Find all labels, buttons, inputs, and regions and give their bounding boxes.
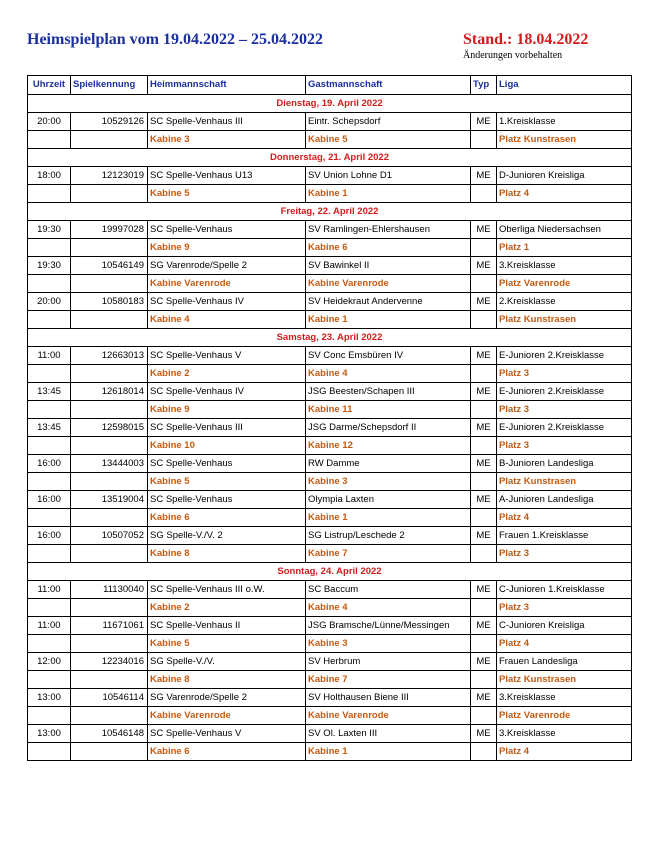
match-code: 12123019: [71, 167, 148, 185]
pitch: Platz 3: [497, 365, 632, 383]
header-row: [28, 76, 632, 95]
changes-note: Änderungen vorbehalten: [463, 50, 563, 61]
home-cabin: Kabine 2: [148, 599, 306, 617]
match-code: 10546149: [71, 257, 148, 275]
guest-cabin: Kabine 4: [306, 599, 471, 617]
day-header-row: [28, 95, 632, 113]
match-code: 12598015: [71, 419, 148, 437]
home-cabin: Kabine 3: [148, 131, 306, 149]
home-team: SC Spelle-Venhaus V: [148, 347, 306, 365]
league: E-Junioren 2.Kreisklasse: [497, 383, 632, 401]
pitch: Platz 4: [497, 509, 632, 527]
guest-team: JSG Darme/Schepsdorf II: [306, 419, 471, 437]
empty-cell: [28, 707, 71, 725]
league: B-Junioren Landesliga: [497, 455, 632, 473]
home-team: SG Spelle-V./V. 2: [148, 527, 306, 545]
match-type: ME: [471, 689, 497, 707]
empty-cell: [71, 671, 148, 689]
empty-cell: [28, 671, 71, 689]
league: 3.Kreisklasse: [497, 257, 632, 275]
home-cabin: Kabine 5: [148, 185, 306, 203]
guest-cabin: Kabine 3: [306, 473, 471, 491]
guest-cabin: Kabine 5: [306, 131, 471, 149]
pitch: Platz Varenrode: [497, 275, 632, 293]
kickoff-time: 18:00: [28, 167, 71, 185]
home-cabin: Kabine Varenrode: [148, 707, 306, 725]
home-team: SG Varenrode/Spelle 2: [148, 689, 306, 707]
guest-team: RW Damme: [306, 455, 471, 473]
league: C-Junioren 1.Kreisklasse: [497, 581, 632, 599]
game-row: [28, 167, 632, 185]
empty-cell: [471, 239, 497, 257]
match-code: 12663013: [71, 347, 148, 365]
empty-cell: [28, 365, 71, 383]
cabin-row: [28, 437, 632, 455]
game-row: [28, 689, 632, 707]
game-row: [28, 293, 632, 311]
match-code: 10546114: [71, 689, 148, 707]
guest-cabin: Kabine Varenrode: [306, 275, 471, 293]
empty-cell: [71, 599, 148, 617]
match-type: ME: [471, 455, 497, 473]
kickoff-time: 16:00: [28, 455, 71, 473]
schedule-body: [28, 95, 632, 761]
guest-team: SG Listrup/Leschede 2: [306, 527, 471, 545]
game-row: [28, 419, 632, 437]
empty-cell: [471, 311, 497, 329]
day-label: Samstag, 23. April 2022: [28, 329, 632, 347]
match-type: ME: [471, 383, 497, 401]
league: C-Junioren Kreisliga: [497, 617, 632, 635]
league: D-Junioren Kreisliga: [497, 167, 632, 185]
guest-team: SV Union Lohne D1: [306, 167, 471, 185]
guest-cabin: Kabine 4: [306, 365, 471, 383]
empty-cell: [71, 509, 148, 527]
home-team: SC Spelle-Venhaus U13: [148, 167, 306, 185]
kickoff-time: 13:45: [28, 383, 71, 401]
home-team: SC Spelle-Venhaus: [148, 491, 306, 509]
guest-team: JSG Beesten/Schapen III: [306, 383, 471, 401]
kickoff-time: 11:00: [28, 581, 71, 599]
pitch: Platz 3: [497, 437, 632, 455]
empty-cell: [471, 599, 497, 617]
league: Oberliga Niedersachsen: [497, 221, 632, 239]
home-cabin: Kabine 5: [148, 473, 306, 491]
guest-team: SV Conc Emsbüren IV: [306, 347, 471, 365]
day-label: Donnerstag, 21. April 2022: [28, 149, 632, 167]
match-type: ME: [471, 725, 497, 743]
guest-team: SV Herbrum: [306, 653, 471, 671]
pitch: Platz 3: [497, 401, 632, 419]
home-team: SC Spelle-Venhaus V: [148, 725, 306, 743]
column-header-time: Uhrzeit: [28, 76, 71, 95]
empty-cell: [471, 473, 497, 491]
guest-team: SV Heidekraut Andervenne: [306, 293, 471, 311]
guest-team: SC Baccum: [306, 581, 471, 599]
cabin-row: [28, 131, 632, 149]
kickoff-time: 13:45: [28, 419, 71, 437]
cabin-row: [28, 545, 632, 563]
pitch: Platz Varenrode: [497, 707, 632, 725]
pitch: Platz Kunstrasen: [497, 671, 632, 689]
cabin-row: [28, 599, 632, 617]
empty-cell: [28, 599, 71, 617]
pitch: Platz 4: [497, 635, 632, 653]
home-cabin: Kabine 5: [148, 635, 306, 653]
pitch: Platz Kunstrasen: [497, 473, 632, 491]
empty-cell: [71, 707, 148, 725]
league: Frauen 1.Kreisklasse: [497, 527, 632, 545]
empty-cell: [71, 365, 148, 383]
column-header-code: Spielkennung: [71, 76, 148, 95]
match-code: 12234016: [71, 653, 148, 671]
day-header-row: [28, 329, 632, 347]
game-row: [28, 491, 632, 509]
guest-team: SV Bawinkel II: [306, 257, 471, 275]
game-row: [28, 257, 632, 275]
match-type: ME: [471, 221, 497, 239]
match-type: ME: [471, 293, 497, 311]
home-cabin: Kabine 10: [148, 437, 306, 455]
empty-cell: [71, 635, 148, 653]
match-type: ME: [471, 167, 497, 185]
kickoff-time: 16:00: [28, 527, 71, 545]
empty-cell: [28, 311, 71, 329]
guest-team: SV Holthausen Biene III: [306, 689, 471, 707]
league: 3.Kreisklasse: [497, 725, 632, 743]
day-label: Dienstag, 19. April 2022: [28, 95, 632, 113]
game-row: [28, 383, 632, 401]
home-team: SC Spelle-Venhaus III: [148, 419, 306, 437]
empty-cell: [471, 707, 497, 725]
empty-cell: [471, 509, 497, 527]
empty-cell: [28, 509, 71, 527]
cabin-row: [28, 365, 632, 383]
match-code: 19997028: [71, 221, 148, 239]
home-team: SG Spelle-V./V.: [148, 653, 306, 671]
home-cabin: Kabine 8: [148, 671, 306, 689]
match-type: ME: [471, 113, 497, 131]
home-cabin: Kabine Varenrode: [148, 275, 306, 293]
day-header-row: [28, 203, 632, 221]
home-cabin: Kabine 9: [148, 239, 306, 257]
home-team: SC Spelle-Venhaus III o.W.: [148, 581, 306, 599]
match-type: ME: [471, 491, 497, 509]
cabin-row: [28, 473, 632, 491]
guest-cabin: Kabine 6: [306, 239, 471, 257]
day-header-row: [28, 149, 632, 167]
kickoff-time: 11:00: [28, 347, 71, 365]
cabin-row: [28, 743, 632, 761]
empty-cell: [471, 131, 497, 149]
league: 3.Kreisklasse: [497, 689, 632, 707]
home-team: SC Spelle-Venhaus IV: [148, 383, 306, 401]
guest-cabin: Kabine 12: [306, 437, 471, 455]
kickoff-time: 13:00: [28, 689, 71, 707]
guest-cabin: Kabine 1: [306, 311, 471, 329]
empty-cell: [71, 131, 148, 149]
empty-cell: [28, 437, 71, 455]
home-team: SC Spelle-Venhaus II: [148, 617, 306, 635]
home-cabin: Kabine 2: [148, 365, 306, 383]
empty-cell: [71, 743, 148, 761]
game-row: [28, 347, 632, 365]
page-title: Heimspielplan vom 19.04.2022 – 25.04.2022: [27, 31, 324, 48]
stand-date: Stand.: 18.04.2022: [463, 31, 589, 48]
game-row: [28, 455, 632, 473]
empty-cell: [71, 473, 148, 491]
home-team: SC Spelle-Venhaus IV: [148, 293, 306, 311]
empty-cell: [71, 437, 148, 455]
home-cabin: Kabine 9: [148, 401, 306, 419]
guest-team: SV Ramlingen-Ehlershausen: [306, 221, 471, 239]
game-row: [28, 653, 632, 671]
match-type: ME: [471, 257, 497, 275]
game-row: [28, 581, 632, 599]
guest-cabin: Kabine Varenrode: [306, 707, 471, 725]
empty-cell: [471, 401, 497, 419]
empty-cell: [28, 473, 71, 491]
guest-cabin: Kabine 1: [306, 509, 471, 527]
schedule-table: [27, 75, 632, 761]
kickoff-time: 11:00: [28, 617, 71, 635]
home-team: SC Spelle-Venhaus: [148, 455, 306, 473]
league: A-Junioren Landesliga: [497, 491, 632, 509]
match-type: ME: [471, 653, 497, 671]
empty-cell: [471, 437, 497, 455]
cabin-row: [28, 185, 632, 203]
empty-cell: [28, 275, 71, 293]
day-label: Freitag, 22. April 2022: [28, 203, 632, 221]
cabin-row: [28, 509, 632, 527]
column-header-home: Heimmannschaft: [148, 76, 306, 95]
pitch: Platz Kunstrasen: [497, 311, 632, 329]
empty-cell: [471, 635, 497, 653]
cabin-row: [28, 671, 632, 689]
empty-cell: [471, 275, 497, 293]
kickoff-time: 20:00: [28, 113, 71, 131]
match-code: 11130040: [71, 581, 148, 599]
pitch: Platz 3: [497, 545, 632, 563]
empty-cell: [28, 635, 71, 653]
empty-cell: [71, 185, 148, 203]
match-code: 10580183: [71, 293, 148, 311]
pitch: Platz Kunstrasen: [497, 131, 632, 149]
home-cabin: Kabine 6: [148, 743, 306, 761]
empty-cell: [471, 671, 497, 689]
column-header-type: Typ: [471, 76, 497, 95]
day-header-row: [28, 563, 632, 581]
match-type: ME: [471, 347, 497, 365]
empty-cell: [471, 365, 497, 383]
home-cabin: Kabine 8: [148, 545, 306, 563]
guest-team: JSG Bramsche/Lünne/Messingen: [306, 617, 471, 635]
day-label: Sonntag, 24. April 2022: [28, 563, 632, 581]
home-cabin: Kabine 4: [148, 311, 306, 329]
league: Frauen Landesliga: [497, 653, 632, 671]
match-code: 12618014: [71, 383, 148, 401]
empty-cell: [28, 131, 71, 149]
league: 2.Kreisklasse: [497, 293, 632, 311]
guest-team: Olympia Laxten: [306, 491, 471, 509]
kickoff-time: 19:30: [28, 221, 71, 239]
league: E-Junioren 2.Kreisklasse: [497, 347, 632, 365]
match-code: 10529126: [71, 113, 148, 131]
cabin-row: [28, 635, 632, 653]
cabin-row: [28, 275, 632, 293]
kickoff-time: 19:30: [28, 257, 71, 275]
game-row: [28, 113, 632, 131]
game-row: [28, 527, 632, 545]
pitch: Platz 3: [497, 599, 632, 617]
empty-cell: [471, 545, 497, 563]
kickoff-time: 13:00: [28, 725, 71, 743]
column-header-league: Liga: [497, 76, 632, 95]
pitch: Platz 1: [497, 239, 632, 257]
guest-cabin: Kabine 7: [306, 671, 471, 689]
empty-cell: [71, 275, 148, 293]
pitch: Platz 4: [497, 743, 632, 761]
kickoff-time: 16:00: [28, 491, 71, 509]
kickoff-time: 12:00: [28, 653, 71, 671]
game-row: [28, 221, 632, 239]
empty-cell: [71, 401, 148, 419]
match-type: ME: [471, 419, 497, 437]
game-row: [28, 617, 632, 635]
guest-cabin: Kabine 3: [306, 635, 471, 653]
match-code: 13519004: [71, 491, 148, 509]
column-header-guest: Gastmannschaft: [306, 76, 471, 95]
empty-cell: [71, 545, 148, 563]
kickoff-time: 20:00: [28, 293, 71, 311]
match-code: 13444003: [71, 455, 148, 473]
empty-cell: [28, 743, 71, 761]
match-type: ME: [471, 617, 497, 635]
guest-team: Eintr. Schepsdorf: [306, 113, 471, 131]
cabin-row: [28, 239, 632, 257]
cabin-row: [28, 707, 632, 725]
empty-cell: [71, 311, 148, 329]
home-team: SG Varenrode/Spelle 2: [148, 257, 306, 275]
match-type: ME: [471, 581, 497, 599]
match-type: ME: [471, 527, 497, 545]
league: 1.Kreisklasse: [497, 113, 632, 131]
home-cabin: Kabine 6: [148, 509, 306, 527]
guest-cabin: Kabine 11: [306, 401, 471, 419]
empty-cell: [71, 239, 148, 257]
empty-cell: [28, 401, 71, 419]
home-team: SC Spelle-Venhaus: [148, 221, 306, 239]
empty-cell: [471, 743, 497, 761]
cabin-row: [28, 401, 632, 419]
pitch: Platz 4: [497, 185, 632, 203]
league: E-Junioren 2.Kreisklasse: [497, 419, 632, 437]
home-team: SC Spelle-Venhaus III: [148, 113, 306, 131]
match-code: 11671061: [71, 617, 148, 635]
cabin-row: [28, 311, 632, 329]
guest-cabin: Kabine 1: [306, 743, 471, 761]
empty-cell: [28, 185, 71, 203]
guest-cabin: Kabine 7: [306, 545, 471, 563]
game-row: [28, 725, 632, 743]
empty-cell: [28, 545, 71, 563]
match-code: 10546148: [71, 725, 148, 743]
empty-cell: [471, 185, 497, 203]
guest-cabin: Kabine 1: [306, 185, 471, 203]
empty-cell: [28, 239, 71, 257]
guest-team: SV Ol. Laxten III: [306, 725, 471, 743]
match-code: 10507052: [71, 527, 148, 545]
